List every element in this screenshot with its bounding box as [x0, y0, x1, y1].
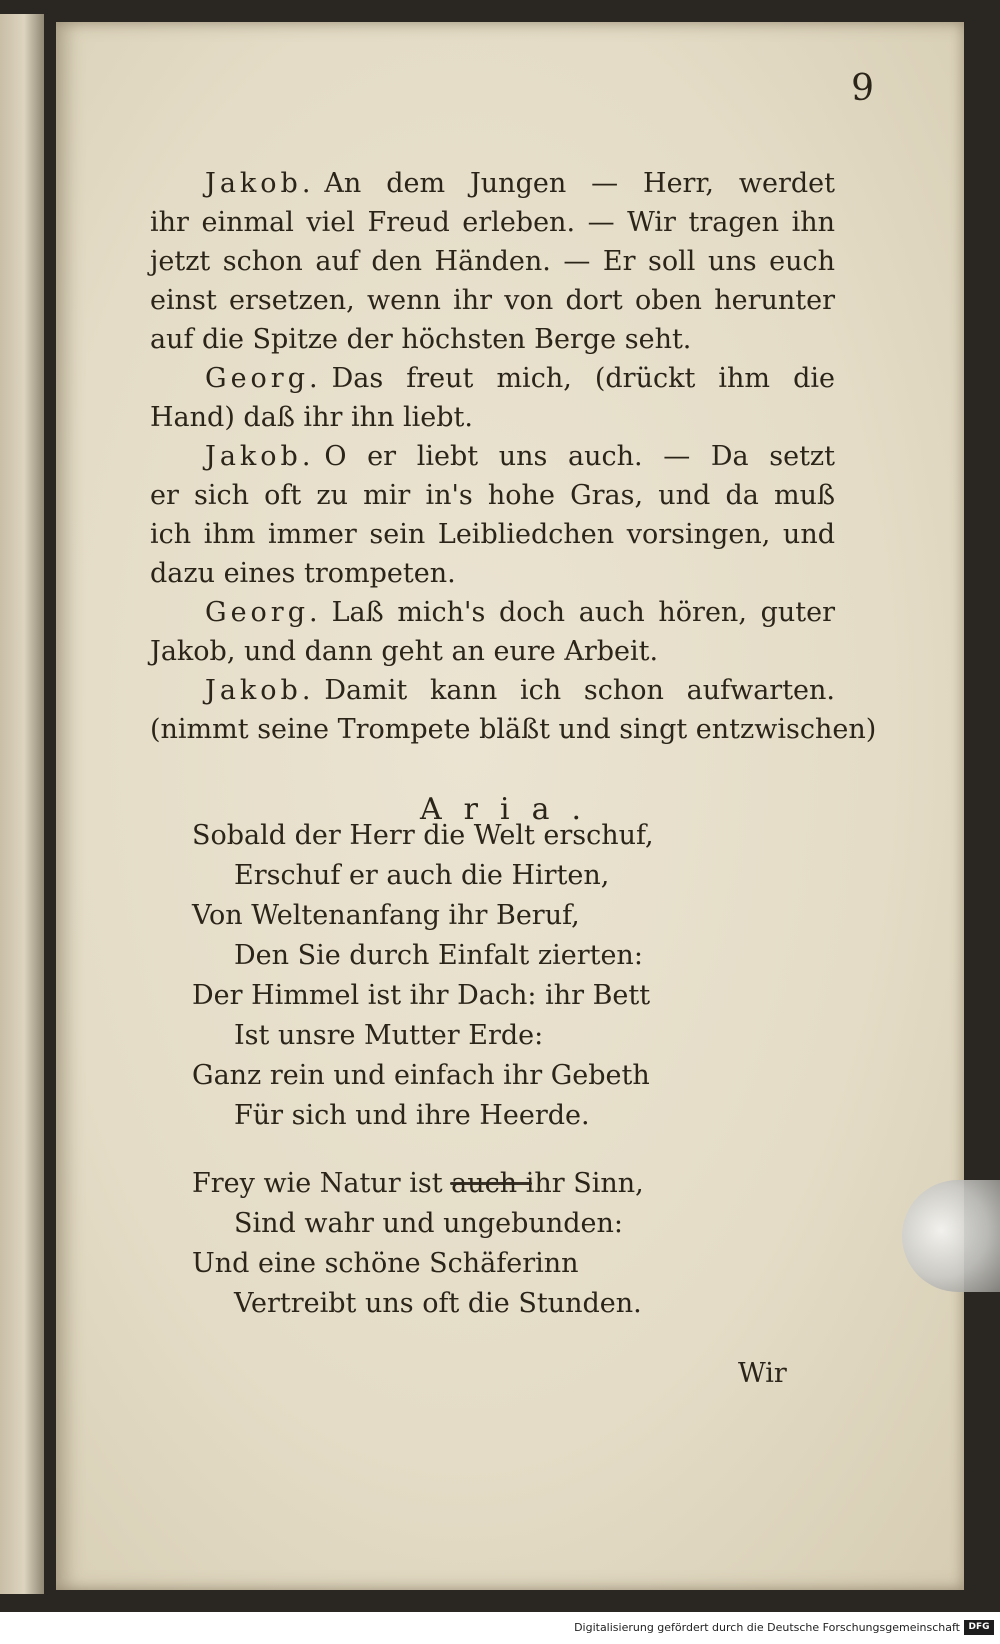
prose-line [150, 164, 835, 203]
verse-line: Von Weltenanfang ihr Beruf, [192, 900, 580, 931]
prose-text: Das freut mich, (drückt ihm die [331, 363, 835, 394]
aria-heading: Aria. [420, 792, 604, 827]
prose-line [150, 593, 835, 632]
speaker-name: Jakob. [205, 168, 315, 199]
prose-line [150, 320, 835, 359]
stanza-2 [192, 1164, 792, 1324]
verse-line: Für sich und ihre Heerde. [234, 1100, 590, 1131]
prose-line [150, 398, 835, 437]
prose-text: Laß mich's doch auch hören, guter [331, 597, 835, 628]
prose-text: Hand) daß ihr ihn liebt. [150, 402, 473, 433]
prose-text: dazu eines trompeten. [150, 558, 456, 589]
verse-line: Sind wahr und ungebunden: [234, 1208, 623, 1239]
prose-text: Damit kann ich schon aufwarten. [324, 675, 835, 706]
prose-text: Jakob, und dann geht an eure Arbeit. [150, 636, 659, 667]
prose-line [150, 437, 835, 476]
speaker-name: Jakob. [205, 675, 315, 706]
dfg-logo: DFG [964, 1620, 994, 1635]
prose-line [150, 281, 835, 320]
verse-line: Erschuf er auch die Hirten, [234, 860, 610, 891]
prose-block [150, 164, 877, 749]
prose-text: er sich oft zu mir in's hohe Gras, und da muß [150, 480, 835, 511]
prose-line [150, 515, 835, 554]
prose-text: O er liebt uns auch. — Da setzt [324, 441, 835, 472]
catchword: Wir [738, 1358, 787, 1389]
prose-line [150, 632, 835, 671]
prose-line [150, 476, 835, 515]
verse-line: Ganz rein und einfach ihr Gebeth [192, 1060, 650, 1091]
facing-page-edge [0, 14, 44, 1594]
verse-line: Den Sie durch Einfalt zierten: [234, 940, 643, 971]
prose-text: An dem Jungen — Herr, werdet [324, 168, 835, 199]
prose-text: einst ersetzen, wenn ihr von dort oben herunter [150, 285, 835, 316]
verse-line: Der Himmel ist ihr Dach: ihr Bett [192, 980, 651, 1011]
verse-line: Und eine schöne Schäferinn [192, 1248, 579, 1279]
speaker-name: Georg. [205, 363, 322, 394]
prose-text: ihr einmal viel Freud erleben. — Wir tragen ihn [150, 207, 835, 238]
prose-line [150, 359, 835, 398]
prose-text: ich ihm immer sein Leibliedchen vorsingen, und [150, 519, 835, 550]
verse-line: Vertreibt uns oft die Stunden. [234, 1288, 642, 1319]
prose-text: jetzt schon auf den Händen. — Er soll uns euch [150, 246, 835, 277]
prose-line [150, 554, 835, 593]
prose-line [150, 710, 877, 749]
stanza-1 [192, 816, 792, 1136]
verse-line: Frey wie Natur ist auch ihr Sinn, [192, 1168, 644, 1199]
speaker-name: Georg. [205, 597, 322, 628]
speaker-name: Jakob. [205, 441, 315, 472]
page-number: 9 [851, 68, 874, 109]
prose-line [150, 671, 835, 710]
prose-line [150, 242, 835, 281]
verse-line: Sobald der Herr die Welt erschuf, [192, 820, 654, 851]
prose-text: (nimmt seine Trompete bläßt und singt entzwischen) [150, 714, 877, 745]
prose-text: auf die Spitze der höchsten Berge seht. [150, 324, 692, 355]
prose-line [150, 203, 835, 242]
footer-credit: Digitalisierung gefördert durch die Deutsche Forschungsgemeinschaft [574, 1621, 960, 1634]
verse-line: Ist unsre Mutter Erde: [234, 1020, 544, 1051]
footer-bar [0, 1612, 1000, 1644]
